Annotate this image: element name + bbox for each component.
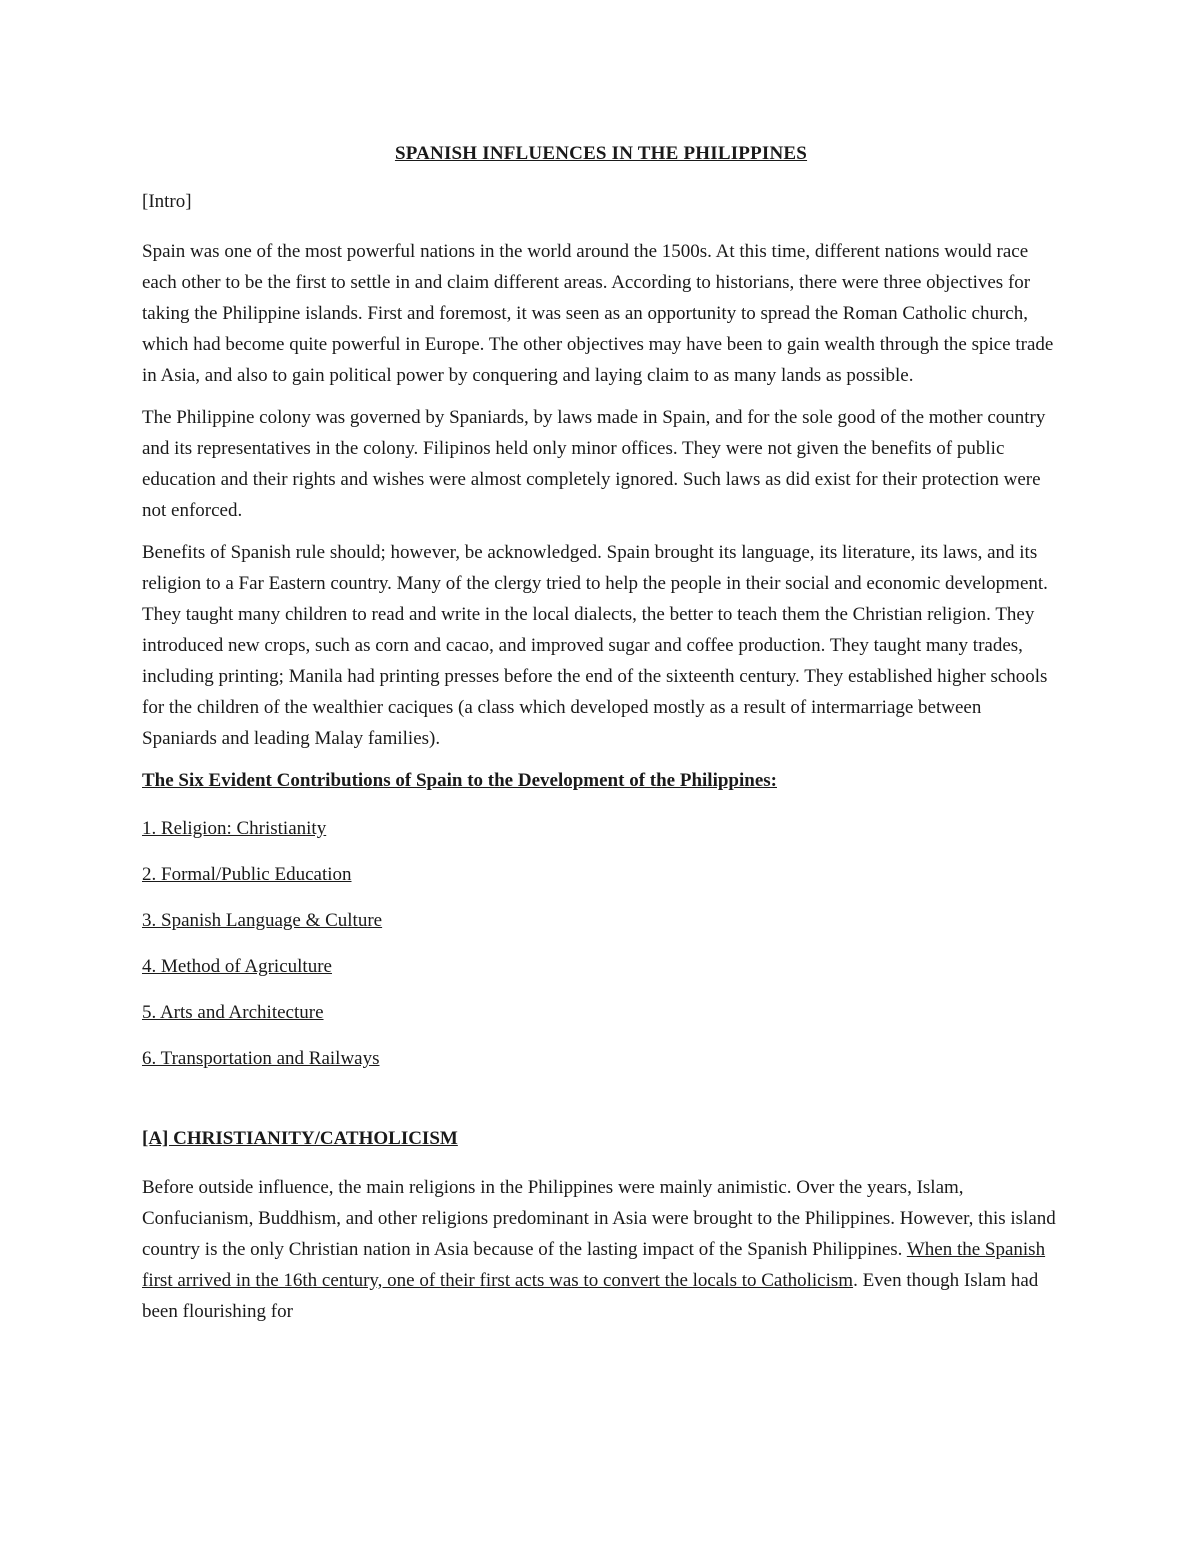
section-heading-christianity: [A] CHRISTIANITY/CATHOLICISM [142,1128,458,1149]
paragraph-benefits: Benefits of Spanish rule should; however, be acknowledged. Spain brought its language, its literature, its laws, and its religion to a Far Eastern country. Many of the clergy tried to help the people in their social and economic development. They taught many children to read and write in the local dialects, the better to teach them the Christian religion. They introduced new crops, such as corn and cacao, and improved sugar and coffee production. They taught many trades, including printing; Manila had printing presses before the end of the sixteenth century. They established higher schools for the children of the wealthier caciques (a class which developed mostly as a result of intermarriage between Spaniards and leading Malay families). [142,542,1048,749]
paragraph-text: . Even though Islam had been flourishing for [142,1270,1039,1322]
document-title: SPANISH INFLUENCES IN THE PHILIPPINES [394,143,808,164]
list-item: 4. Method of Agriculture [142,956,332,977]
list-item: 1. Religion: Christianity [142,818,327,839]
contributions-heading: The Six Evident Contributions of Spain to the Development of the Philippines: [142,770,777,791]
contributions-list [142,815,1060,1073]
underlined-text: When the Spanish first arrived in the 16th century, one of their first acts was to convert the locals to Catholicism [142,1239,1046,1291]
paragraph-text: Before outside influence, the main religions in the Philippines were mainly animistic. Over the years, Islam, Confucianism, Buddhism, and other religions predominant in Asia were brought to the Philippines. However, this island country is the only Christian nation in Asia because of the lasting impact of the Spanish Philippines. [142,1177,1056,1260]
intro-tag: [Intro] [142,191,192,212]
paragraph-christianity [142,1172,1060,1327]
document-page [142,140,1060,1338]
paragraph-intro: Spain was one of the most powerful nations in the world around the 1500s. At this time, different nations would race each other to be the first to settle in and claim different areas. According to historians, there were three objectives for taking the Philippine islands. First and foremost, it was seen as an opportunity to spread the Roman Catholic church, which had become quite powerful in Europe. The other objectives may have been to gain wealth through the spice trade in Asia, and also to gain political power by conquering and laying claim to as many lands as possible. [142,241,1054,386]
list-item: 6. Transportation and Railways [142,1048,380,1069]
list-item: 2. Formal/Public Education [142,864,352,885]
paragraph-governance: The Philippine colony was governed by Spaniards, by laws made in Spain, and for the sole good of the mother country and its representatives in the colony. Filipinos held only minor offices. They were not given the benefits of public education and their rights and wishes were almost completely ignored. Such laws as did exist for their protection were not enforced. [142,407,1046,521]
list-item: 3. Spanish Language & Culture [142,910,383,931]
list-item: 5. Arts and Architecture [142,1002,324,1023]
